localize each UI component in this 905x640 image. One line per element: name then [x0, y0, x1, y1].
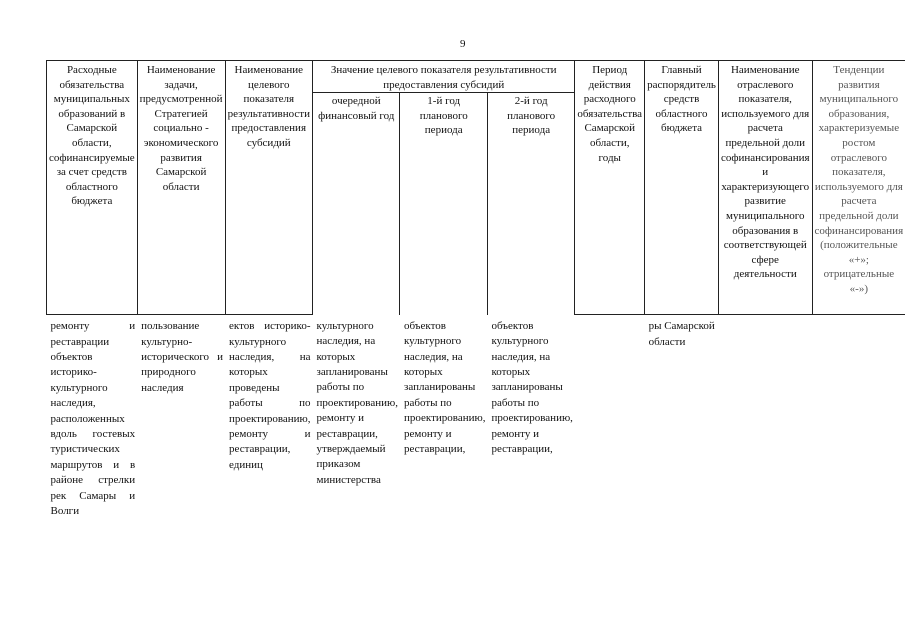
page-number: 9	[460, 38, 466, 50]
cell-development-trends	[812, 315, 905, 520]
cell-industry-indicator	[718, 315, 812, 520]
header-development-trends: Тенденции развития муниципального образования, характеризуемые ростом отраслевого показателя, используемого для расчета предельной доли софинансирования (положительные «+»; отрицательные «-»)	[812, 61, 905, 315]
cell-obligation-period	[575, 315, 645, 520]
subsidy-table	[46, 60, 905, 519]
cell-target-indicator: ектов историко-культурного наследия, на которых проведены работы по проектированию, ремонту и реставрации, единиц	[229, 320, 311, 471]
header-next-fiscal-year: очередной финансовый год	[313, 93, 400, 315]
header-planning-year-2: 2-й год планового периода	[487, 93, 574, 315]
header-target-indicator: Наименование целевого показателя результативности предоставления субсидий	[225, 61, 312, 315]
header-budget-manager: Главный распорядитель средств областного бюджета	[645, 61, 719, 315]
header-expenditure-obligations: Расходные обязательства муниципальных образований в Самарской области, софинансируемые за счет средств областного бюджета	[47, 61, 138, 315]
header-industry-indicator: Наименование отраслевого показателя, используемого для расчета предельной доли софинансирования и характеризующего развитие муниципального образования в соответствующей сфере деятельности	[718, 61, 812, 315]
cell-strategy-task: пользование культурно-исторического и природного наследия	[141, 320, 224, 394]
cell-budget-manager: ры Самарской области	[648, 320, 715, 348]
header-planning-year-1: 1-й год планового периода	[400, 93, 487, 315]
header-strategy-task: Наименование задачи, предусмотренной Стратегией социально - экономического развития Самарской области	[137, 61, 225, 315]
header-indicator-values-group: Значение целевого показателя результативности предоставления субсидий	[313, 61, 575, 93]
cell-next-fiscal-year: культурного наследия, на которых запланированы работы по проектированию, ремонту и реставрации, утверждаемый приказом министерства	[316, 319, 398, 486]
cell-expenditure-obligations: ремонту и реставрации объектов историко-культурного наследия, расположенных вдоль гостевых туристических маршрутов и в районе стрелки рек Самары и Волги	[50, 320, 136, 518]
cell-planning-year-2: объектов культурного наследия, на которых запланированы работы по проектированию, ремонту и реставрации,	[491, 319, 573, 455]
cell-planning-year-1: объектов культурного наследия, на которых запланированы работы по проектированию, ремонту и реставрации,	[403, 319, 486, 455]
header-obligation-period: Период действия расходного обязательства Самарской области, годы	[575, 61, 645, 315]
table-row	[47, 315, 905, 520]
